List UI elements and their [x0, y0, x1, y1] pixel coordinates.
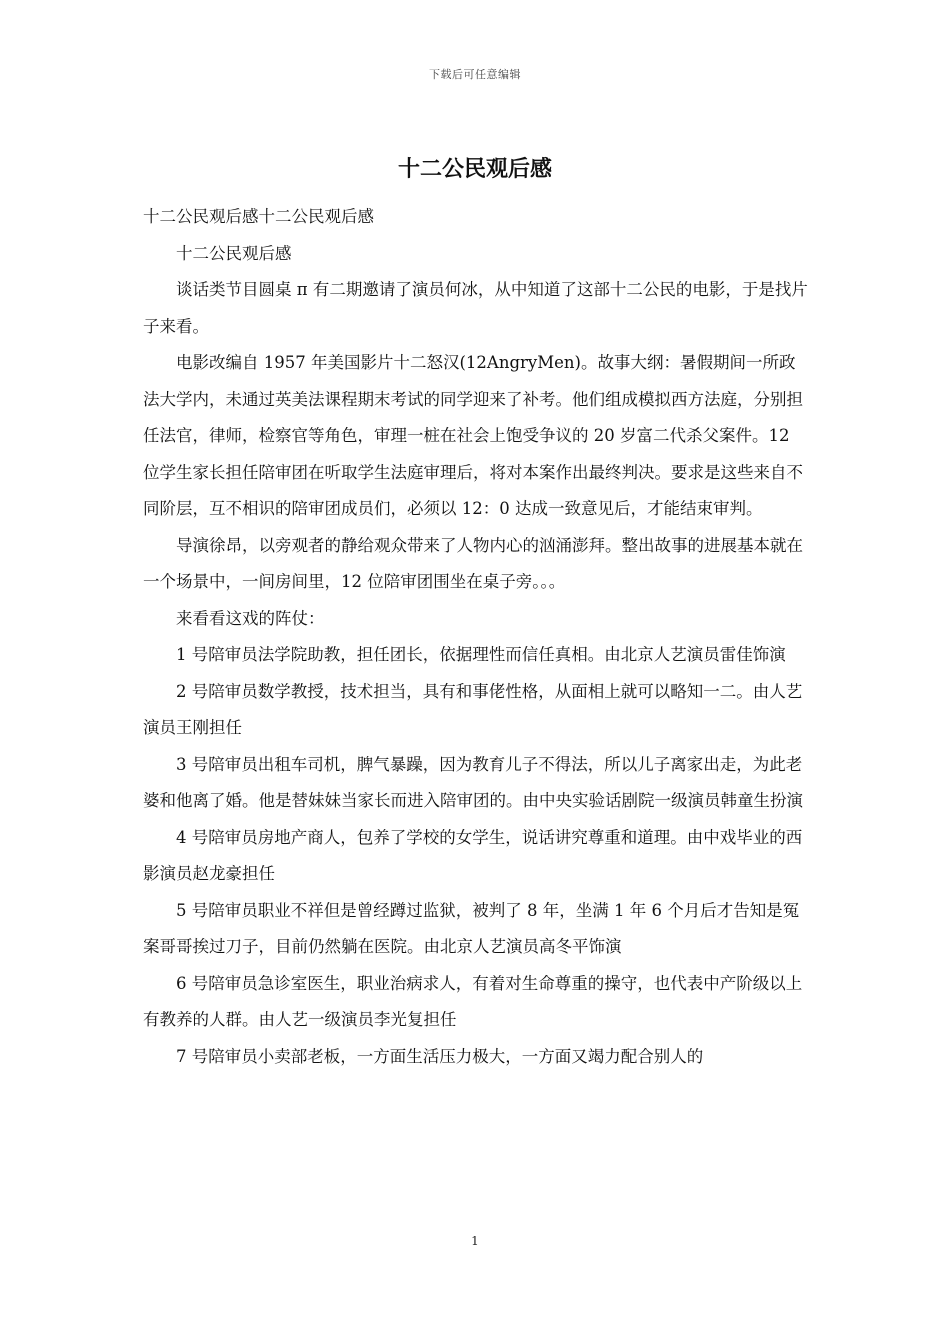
- paragraph: 十二公民观后感十二公民观后感: [143, 207, 374, 226]
- paragraph: 4 号陪审员房地产商人，包养了学校的女学生，说话讲究尊重和道理。由中戏毕业的西影演员赵龙豪担任: [143, 827, 803, 883]
- page-header: 下载后可任意编辑: [429, 68, 521, 81]
- paragraph: 1 号陪审员法学院助教，担任团长，依据理性而信任真相。由北京人艺演员雷佳饰演: [176, 645, 786, 664]
- paragraph: 5 号陪审员职业不祥但是曾经蹲过监狱，被判了 8 年，坐满 1 年 6 个月后才告知是冤案哥哥挨过刀子，目前仍然躺在医院。由北京人艺演员高冬平饰演: [143, 900, 800, 956]
- paragraph: 十二公民观后感: [176, 243, 292, 263]
- paragraph: 来看看这戏的阵仗：: [176, 608, 325, 628]
- paragraph: 导演徐昂，以旁观者的静给观众带来了人物内心的汹涌澎拜。整出故事的进展基本就在一个场景中，一间房间里，12 位陪审团围坐在桌子旁。。。: [143, 535, 803, 591]
- document-body: [143, 199, 809, 1075]
- paragraph: 3 号陪审员出租车司机，脾气暴躁，因为教育儿子不得法，所以儿子离家出走，为此老婆和他离了婚。他是替妹妹当家长而进入陪审团的。由中央实验话剧院一级演员韩童生扮演: [143, 754, 803, 810]
- paragraph: 谈话类节目圆桌 π 有二期邀请了演员何冰，从中知道了这部十二公民的电影，于是找片子来看。: [143, 280, 808, 336]
- paragraph: 6 号陪审员急诊室医生，职业治病求人，有着对生命尊重的操守，也代表中产阶级以上有教养的人群。由人艺一级演员李光复担任: [143, 973, 803, 1029]
- page-number: 1: [471, 1234, 479, 1248]
- document-title: 十二公民观后感: [397, 156, 552, 182]
- paragraph: 电影改编自 1957 年美国影片十二怒汉(12AngryMen)。故事大纲：暑假期间一所政法大学内，未通过英美法课程期末考试的同学迎来了补考。他们组成模拟西方法庭，分别担任法官，律师，检察官等角色，审理一桩在社会上饱受争议的 20 岁富二代杀父案件。12 位学生家长担任陪审团在听取学生法庭审理后，将对本案作出最终判决。要求是这些来自不同阶层，互不相识的陪审团成员们，必须以 12：0 达成一致意见后，才能结束审判。: [143, 353, 803, 518]
- paragraph: 2 号陪审员数学教授，技术担当，具有和事佬性格，从面相上就可以略知一二。由人艺演员王刚担任: [143, 681, 803, 737]
- paragraph: 7 号陪审员小卖部老板，一方面生活压力极大，一方面又竭力配合别人的: [176, 1046, 704, 1066]
